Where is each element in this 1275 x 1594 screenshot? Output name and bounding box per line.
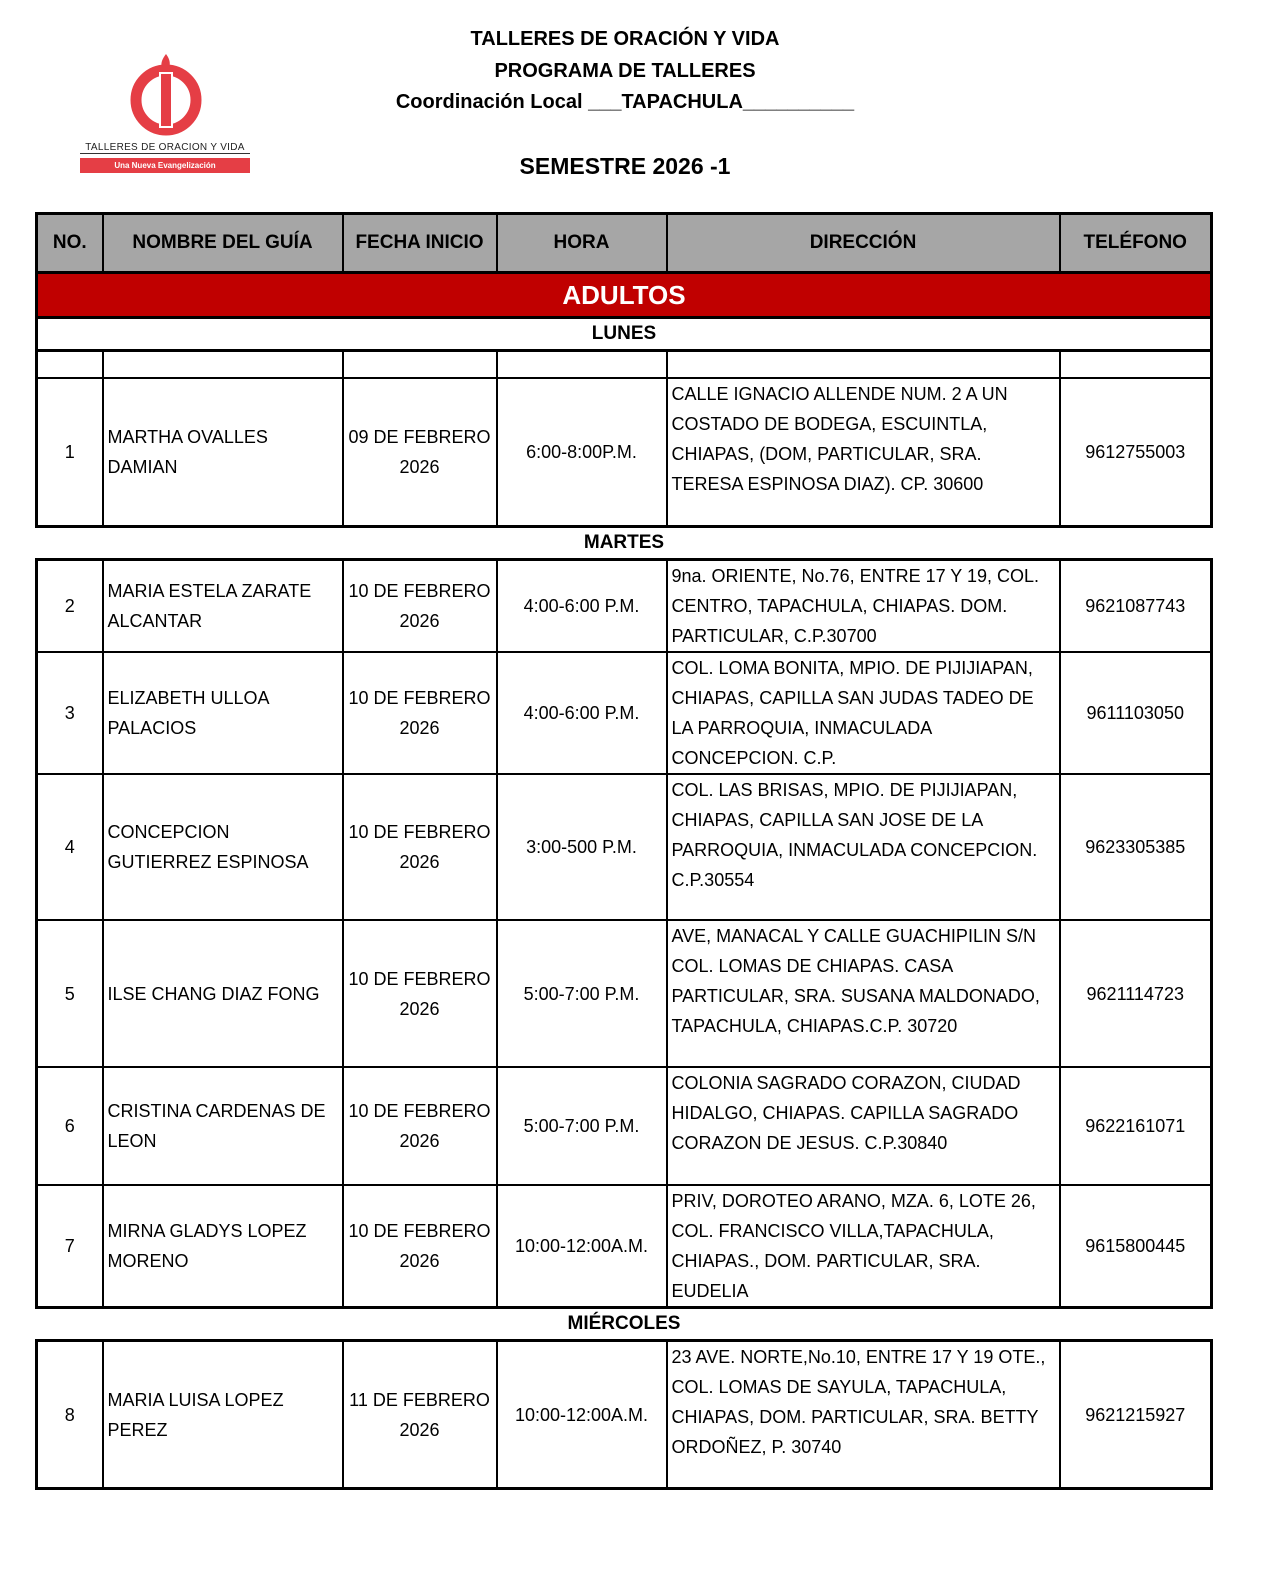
- cell-guide-name: ELIZABETH ULLOA PALACIOS: [103, 652, 343, 774]
- blank-cell: [37, 351, 103, 379]
- cell-number: 6: [37, 1067, 103, 1185]
- blank-cell: [343, 351, 497, 379]
- cell-start-date: 10 DE FEBRERO 2026: [343, 560, 497, 653]
- logo-brand-text: TALLERES DE ORACION Y VIDA: [80, 142, 250, 154]
- cell-guide-name: MARIA LUISA LOPEZ PEREZ: [103, 1341, 343, 1489]
- cell-time: 5:00-7:00 P.M.: [497, 920, 667, 1067]
- table-row: [37, 1185, 1212, 1308]
- cell-number: 2: [37, 560, 103, 653]
- logo-tagline: Una Nueva Evangelización: [80, 158, 250, 173]
- cell-phone: 9623305385: [1060, 774, 1212, 920]
- cell-guide-name: MIRNA GLADYS LOPEZ MORENO: [103, 1185, 343, 1308]
- cell-phone: 9621114723: [1060, 920, 1212, 1067]
- day-group-table: [35, 1339, 1213, 1490]
- cell-address: PRIV, DOROTEO ARANO, MZA. 6, LOTE 26, COL. FRANCISCO VILLA,TAPACHULA, CHIAPAS., DOM. PARTICULAR, SRA. EUDELIA: [667, 1185, 1060, 1308]
- blank-cell: [667, 351, 1060, 379]
- cell-number: 7: [37, 1185, 103, 1308]
- cell-start-date: 10 DE FEBRERO 2026: [343, 1067, 497, 1185]
- category-band: ADULTOS: [35, 274, 1213, 319]
- table-row: [37, 920, 1212, 1067]
- cell-phone: 9611103050: [1060, 652, 1212, 774]
- cell-address: AVE, MANACAL Y CALLE GUACHIPILIN S/N COL. LOMAS DE CHIAPAS. CASA PARTICULAR, SRA. SUSANA MALDONADO, TAPACHULA, CHIAPAS.C.P. 30720: [667, 920, 1060, 1067]
- cell-phone: 9615800445: [1060, 1185, 1212, 1308]
- semester-title: SEMESTRE 2026 -1: [519, 153, 731, 179]
- cell-guide-name: MARIA ESTELA ZARATE ALCANTAR: [103, 560, 343, 653]
- blank-cell: [1060, 351, 1212, 379]
- cell-number: 8: [37, 1341, 103, 1489]
- cell-time: 4:00-6:00 P.M.: [497, 652, 667, 774]
- column-header-start-date: FECHA INICIO: [343, 214, 497, 273]
- doc-subtitle: PROGRAMA DE TALLERES: [494, 60, 756, 82]
- blank-row: [37, 351, 1212, 379]
- cell-start-date: 10 DE FEBRERO 2026: [343, 920, 497, 1067]
- doc-title: TALLERES DE ORACIÓN Y VIDA: [470, 28, 780, 50]
- column-header-time: HORA: [497, 214, 667, 273]
- cell-guide-name: MARTHA OVALLES DAMIAN: [103, 378, 343, 527]
- cell-guide-name: CRISTINA CARDENAS DE LEON: [103, 1067, 343, 1185]
- cell-time: 10:00-12:00A.M.: [497, 1185, 667, 1308]
- cell-address: COL. LAS BRISAS, MPIO. DE PIJIJIAPAN, CHIAPAS, CAPILLA SAN JOSE DE LA PARROQUIA, INMACULADA CONCEPCION. C.P.30554: [667, 774, 1060, 920]
- cell-start-date: 11 DE FEBRERO 2026: [343, 1341, 497, 1489]
- cell-start-date: 09 DE FEBRERO 2026: [343, 378, 497, 527]
- blank-cell: [497, 351, 667, 379]
- cell-guide-name: CONCEPCION GUTIERREZ ESPINOSA: [103, 774, 343, 920]
- workshop-schedule: [35, 212, 1213, 1490]
- cell-time: 6:00-8:00P.M.: [497, 378, 667, 527]
- column-header-address: DIRECCIÓN: [667, 214, 1060, 273]
- table-row: [37, 560, 1212, 653]
- coordination-line: Coordinación Local ___TAPACHULA__________: [395, 91, 855, 113]
- cell-time: 10:00-12:00A.M.: [497, 1341, 667, 1489]
- cell-address: CALLE IGNACIO ALLENDE NUM. 2 A UN COSTADO DE BODEGA, ESCUINTLA, CHIAPAS, (DOM, PARTICULAR, SRA. TERESA ESPINOSA DIAZ). CP. 30600: [667, 378, 1060, 527]
- logo: [78, 52, 253, 177]
- blank-cell: [103, 351, 343, 379]
- cell-phone: 9621087743: [1060, 560, 1212, 653]
- cell-address: 9na. ORIENTE, No.76, ENTRE 17 Y 19, COL. CENTRO, TAPACHULA, CHIAPAS. DOM. PARTICULAR, C.P.30700: [667, 560, 1060, 653]
- day-group-table: [35, 558, 1213, 1309]
- cell-address: COLONIA SAGRADO CORAZON, CIUDAD HIDALGO, CHIAPAS. CAPILLA SAGRADO CORAZON DE JESUS. C.P.30840: [667, 1067, 1060, 1185]
- cell-start-date: 10 DE FEBRERO 2026: [343, 774, 497, 920]
- table-row: [37, 378, 1212, 527]
- day-label: MARTES: [583, 532, 665, 553]
- day-group-table: [35, 349, 1213, 528]
- table-row: [37, 652, 1212, 774]
- cell-phone: 9622161071: [1060, 1067, 1212, 1185]
- cell-time: 3:00-500 P.M.: [497, 774, 667, 920]
- cell-phone: 9612755003: [1060, 378, 1212, 527]
- candle-logo-icon: [78, 52, 253, 142]
- column-header-guide-name: NOMBRE DEL GUÍA: [103, 214, 343, 273]
- cell-address: COL. LOMA BONITA, MPIO. DE PIJIJIAPAN, CHIAPAS, CAPILLA SAN JUDAS TADEO DE LA PARROQUIA, INMACULADA CONCEPCION. C.P.: [667, 652, 1060, 774]
- cell-start-date: 10 DE FEBRERO 2026: [343, 1185, 497, 1308]
- table-row: [37, 1341, 1212, 1489]
- cell-address: 23 AVE. NORTE,No.10, ENTRE 17 Y 19 OTE., COL. LOMAS DE SAYULA, TAPACHULA, CHIAPAS, DOM. PARTICULAR, SRA. BETTY ORDOÑEZ, P. 30740: [667, 1341, 1060, 1489]
- cell-guide-name: ILSE CHANG DIAZ FONG: [103, 920, 343, 1067]
- cell-number: 1: [37, 378, 103, 527]
- cell-number: 5: [37, 920, 103, 1067]
- day-label: MIÉRCOLES: [567, 1313, 681, 1334]
- table-row: [37, 1067, 1212, 1185]
- cell-time: 4:00-6:00 P.M.: [497, 560, 667, 653]
- cell-number: 4: [37, 774, 103, 920]
- column-header-number: NO.: [37, 214, 103, 273]
- table-row: [37, 774, 1212, 920]
- cell-phone: 9621215927: [1060, 1341, 1212, 1489]
- cell-start-date: 10 DE FEBRERO 2026: [343, 652, 497, 774]
- day-label: LUNES: [35, 319, 1213, 349]
- cell-time: 5:00-7:00 P.M.: [497, 1067, 667, 1185]
- header-table: [35, 212, 1213, 274]
- column-header-phone: TELÉFONO: [1060, 214, 1212, 273]
- cell-number: 3: [37, 652, 103, 774]
